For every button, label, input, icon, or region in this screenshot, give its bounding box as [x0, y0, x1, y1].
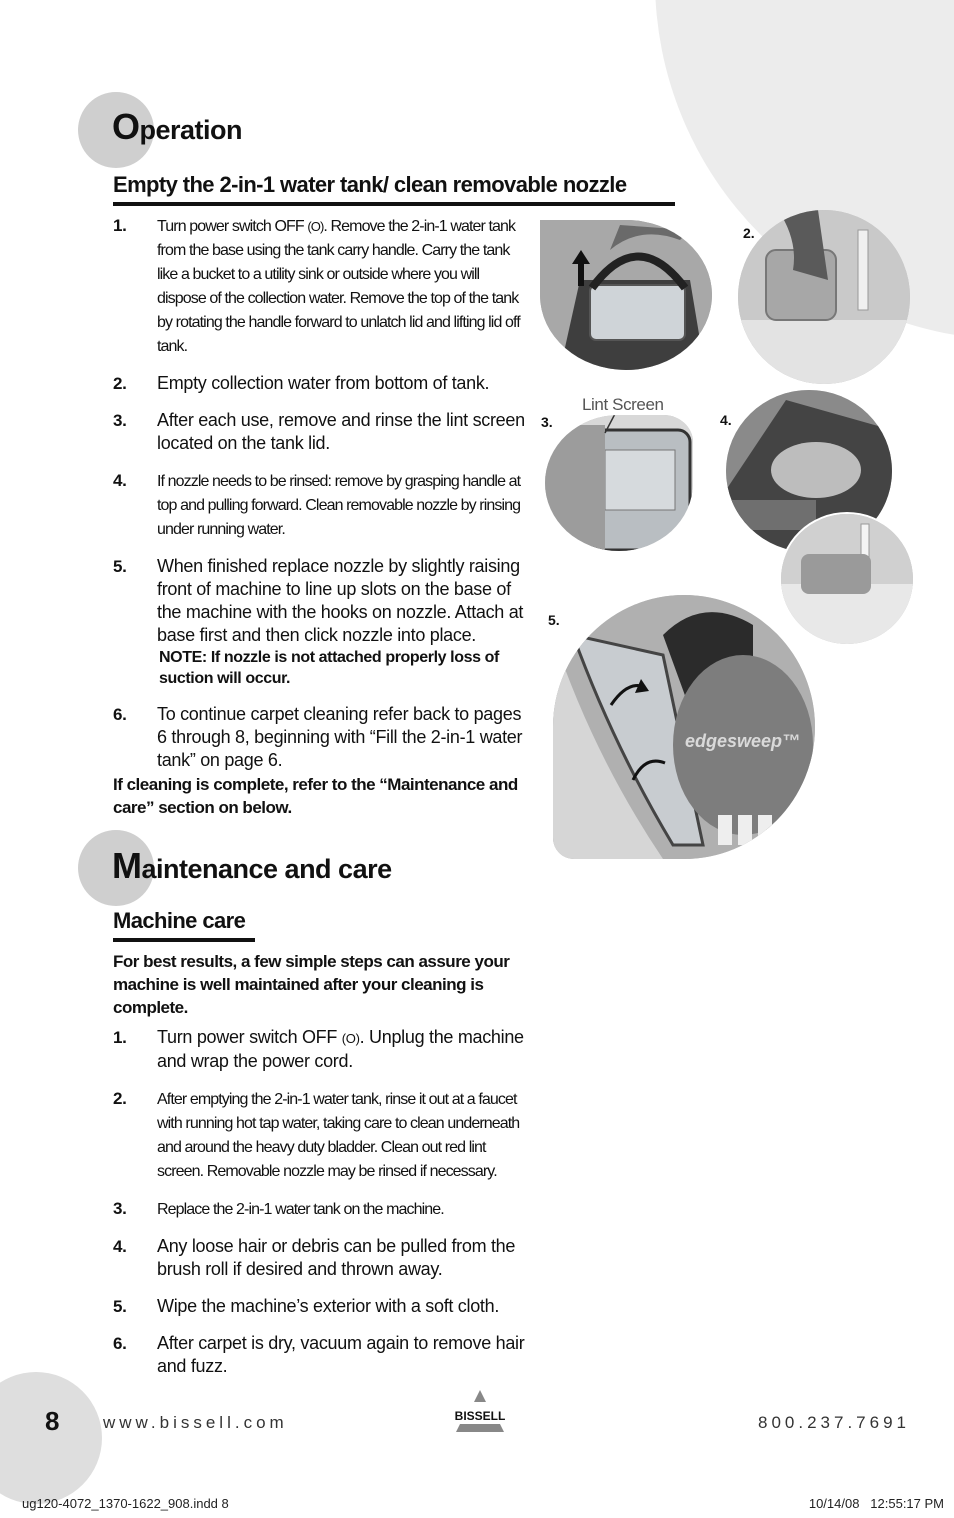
maintenance-step-3: [113, 1197, 528, 1221]
step-text: [157, 218, 520, 355]
operation-closing-note: If cleaning is complete, refer to the “Maintenance and care” section on below.: [113, 775, 518, 817]
operation-step-5: [113, 555, 528, 689]
step-text: After each use, remove and rinse the lint screen located on the tank lid.: [157, 410, 525, 453]
step-number: 2.: [113, 1089, 127, 1108]
figure-4-nozzle-rinse-photo: [779, 512, 915, 646]
logo-text: BISSELL: [454, 1409, 506, 1423]
step-number: 5.: [113, 557, 127, 576]
print-timestamp: 10/14/08 12:55:17 PM: [808, 1496, 944, 1511]
step-text: [157, 1027, 524, 1071]
step-number: 5.: [113, 1297, 127, 1316]
maintenance-heading: [112, 845, 392, 887]
step-number: 6.: [113, 1334, 127, 1353]
maintenance-step-6: [113, 1332, 528, 1378]
maintenance-steps: [113, 1026, 528, 1378]
figure-5-nozzle-attach-photo: [553, 595, 815, 859]
maintenance-heading-initial: M: [112, 845, 142, 886]
operation-heading-initial: O: [112, 106, 140, 147]
maintenance-step-1: [113, 1026, 528, 1073]
step-text: After emptying the 2-in-1 water tank, rinse it out at a faucet with running hot tap water, taking care to clean underneath and around the heavy duty bladder. Clean out red lint screen. Removable nozzle may be rinsed if necessary.: [157, 1091, 520, 1180]
operation-step-4: [113, 469, 528, 541]
figure-label-2: 2.: [743, 225, 755, 241]
edgesweep-brand-mark: edgesweep™: [685, 731, 801, 751]
lint-screen-callout: Lint Screen: [582, 395, 664, 414]
figure-2-sink-photo: [738, 210, 910, 384]
step-text: Any loose hair or debris can be pulled from the brush roll if desired and thrown away.: [157, 1236, 516, 1279]
maintenance-step-2: [113, 1087, 528, 1183]
tank-carry-illustration: [540, 220, 712, 370]
nozzle-rinse-illustration: [781, 514, 913, 644]
operation-step-1: [113, 214, 528, 358]
step-text: Wipe the machine’s exterior with a soft cloth.: [157, 1296, 500, 1316]
website-link[interactable]: www.bissell.com: [103, 1413, 288, 1432]
step-text: If nozzle needs to be rinsed: remove by grasping handle at top and pulling forward. Clean removable nozzle by rinsing under running water.: [157, 473, 521, 538]
operation-heading-rest: peration: [139, 115, 243, 145]
step-text: Empty collection water from bottom of tank.: [157, 373, 490, 393]
maintenance-step-5: [113, 1295, 528, 1318]
sink-illustration: [738, 210, 910, 384]
phone-number: 800.237.7691: [758, 1413, 910, 1432]
operation-step-2: [113, 372, 528, 395]
lint-screen-illustration: [545, 415, 693, 551]
bissell-logo: [448, 1388, 512, 1432]
step-number: 1.: [113, 216, 127, 235]
figure-label-5: 5.: [548, 612, 560, 628]
figure-label-4: 4.: [720, 412, 732, 428]
step-text-part: Turn power switch OFF: [157, 218, 308, 235]
maintenance-heading-rest: aintenance and care: [141, 854, 392, 884]
operation-heading: [112, 106, 242, 148]
power-off-symbol: (O): [341, 1031, 360, 1046]
step-text: To continue carpet cleaning refer back to pages 6 through 8, beginning with “Fill the 2-in-1 water tank” on page 6.: [157, 704, 523, 770]
maintenance-step-4: [113, 1235, 528, 1281]
step-note: NOTE: If nozzle is not attached properly loss of suction will occur.: [159, 649, 499, 687]
footer-page-circle: [0, 1372, 102, 1504]
step-text: Replace the 2-in-1 water tank on the machine.: [157, 1201, 444, 1218]
operation-steps: [113, 214, 528, 772]
step-number: 2.: [113, 374, 127, 393]
operation-step-3: [113, 409, 528, 455]
figure-3-lint-screen-photo: [545, 415, 693, 551]
maintenance-intro: For best results, a few simple steps can assure your machine is well maintained after your cleaning is complete.: [113, 952, 510, 1017]
step-text-part: . Unplug the machine and wrap the power cord.: [157, 1027, 524, 1071]
step-number: 4.: [113, 1237, 127, 1256]
bissell-logo-icon: [448, 1388, 512, 1432]
operation-subheading: Empty the 2-in-1 water tank/ clean removable nozzle: [113, 172, 675, 206]
page-number: 8: [45, 1406, 60, 1436]
step-number: 6.: [113, 705, 127, 724]
step-number: 4.: [113, 471, 127, 490]
figure-label-3: 3.: [541, 414, 553, 430]
step-text: After carpet is dry, vacuum again to remove hair and fuzz.: [157, 1333, 525, 1376]
step-number: 3.: [113, 1199, 127, 1218]
step-text-part: Turn power switch OFF: [157, 1027, 342, 1047]
step-number: 1.: [113, 1028, 127, 1047]
step-text-part: . Remove the 2-in-1 water tank from the base using the tank carry handle. Carry the tank like a bucket to a utility sink or outside where you will dispose of the collection water. Remove the top of the tank by rotating the handle forward to unlatch lid and lifting lid off tank.: [157, 218, 520, 355]
file-slug: ug120-4072_1370-1622_908.indd 8: [22, 1496, 229, 1511]
power-off-symbol: (O): [307, 219, 324, 234]
step-number: 3.: [113, 411, 127, 430]
step-text: When finished replace nozzle by slightly raising front of machine to line up slots on the base of the machine with the hooks on nozzle. Attach at base first and then click nozzle into place.: [157, 556, 524, 645]
nozzle-attach-illustration: [553, 595, 815, 859]
figure-1-tank-carry-photo: [540, 220, 712, 370]
maintenance-subheading: Machine care: [113, 908, 255, 942]
operation-step-6: [113, 703, 528, 772]
